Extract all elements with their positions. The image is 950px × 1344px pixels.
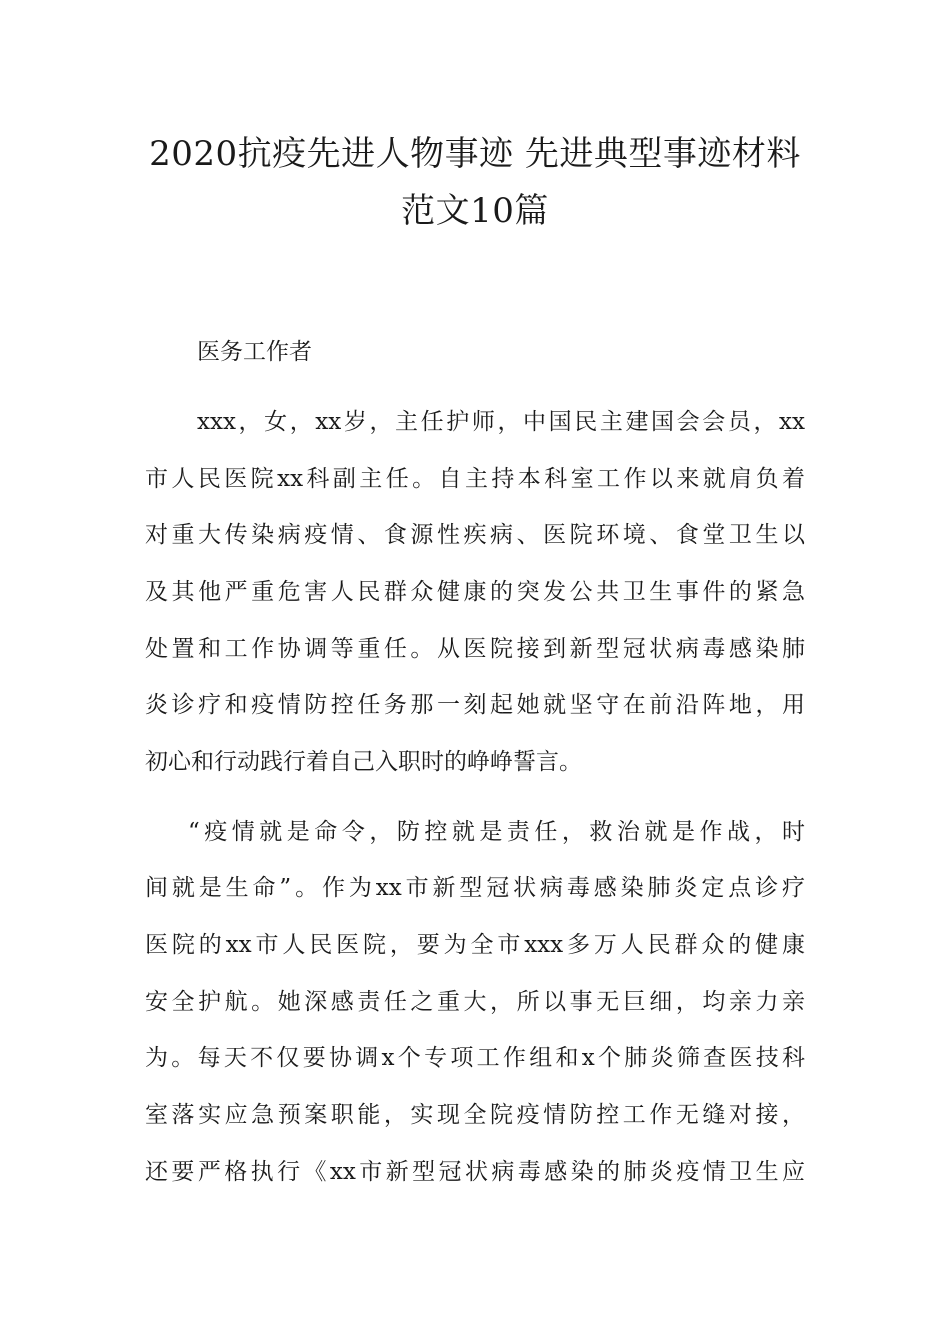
section-heading: 医务工作者 (197, 339, 312, 365)
paragraph-1-line-2: 市人民医院xx科副主任。自主持本科室工作以来就肩负着 (145, 466, 805, 492)
paragraph-2-line-2: 间就是生命”。作为xx市新型冠状病毒感染肺炎定点诊疗 (145, 875, 805, 901)
paragraph-2-line-3: 医院的xx市人民医院，要为全市xxx多万人民群众的健康 (145, 932, 805, 958)
paragraph-1-line-6: 炎诊疗和疫情防控任务那一刻起她就坚守在前沿阵地，用 (145, 692, 805, 718)
paragraph-1-line-7: 初心和行动践行着自己入职时的峥峥誓言。 (145, 749, 582, 775)
document-title-line-2: 范文10篇 (401, 191, 549, 231)
paragraph-2-line-7: 还要严格执行《xx市新型冠状病毒感染的肺炎疫情卫生应 (145, 1159, 805, 1185)
paragraph-1-line-3: 对重大传染病疫情、食源性疾病、医院环境、食堂卫生以 (145, 522, 805, 548)
paragraph-2-line-1: “疫情就是命令，防控就是责任，救治就是作战，时 (188, 819, 805, 845)
paragraph-2-line-4: 安全护航。她深感责任之重大，所以事无巨细，均亲力亲 (145, 989, 805, 1015)
paragraph-1-line-4: 及其他严重危害人民群众健康的突发公共卫生事件的紧急 (145, 579, 805, 605)
paragraph-2-line-6: 室落实应急预案职能，实现全院疫情防控工作无缝对接， (145, 1102, 805, 1128)
paragraph-2-line-5: 为。每天不仅要协调x个专项工作组和x个肺炎筛查医技科 (145, 1045, 805, 1071)
paragraph-1-line-5: 处置和工作协调等重任。从医院接到新型冠状病毒感染肺 (145, 636, 805, 662)
paragraph-1-line-1: xxx，女，xx岁，主任护师，中国民主建国会会员，xx (197, 409, 805, 435)
document-title-line-1: 2020抗疫先进人物事迹 先进典型事迹材料 (149, 134, 801, 174)
